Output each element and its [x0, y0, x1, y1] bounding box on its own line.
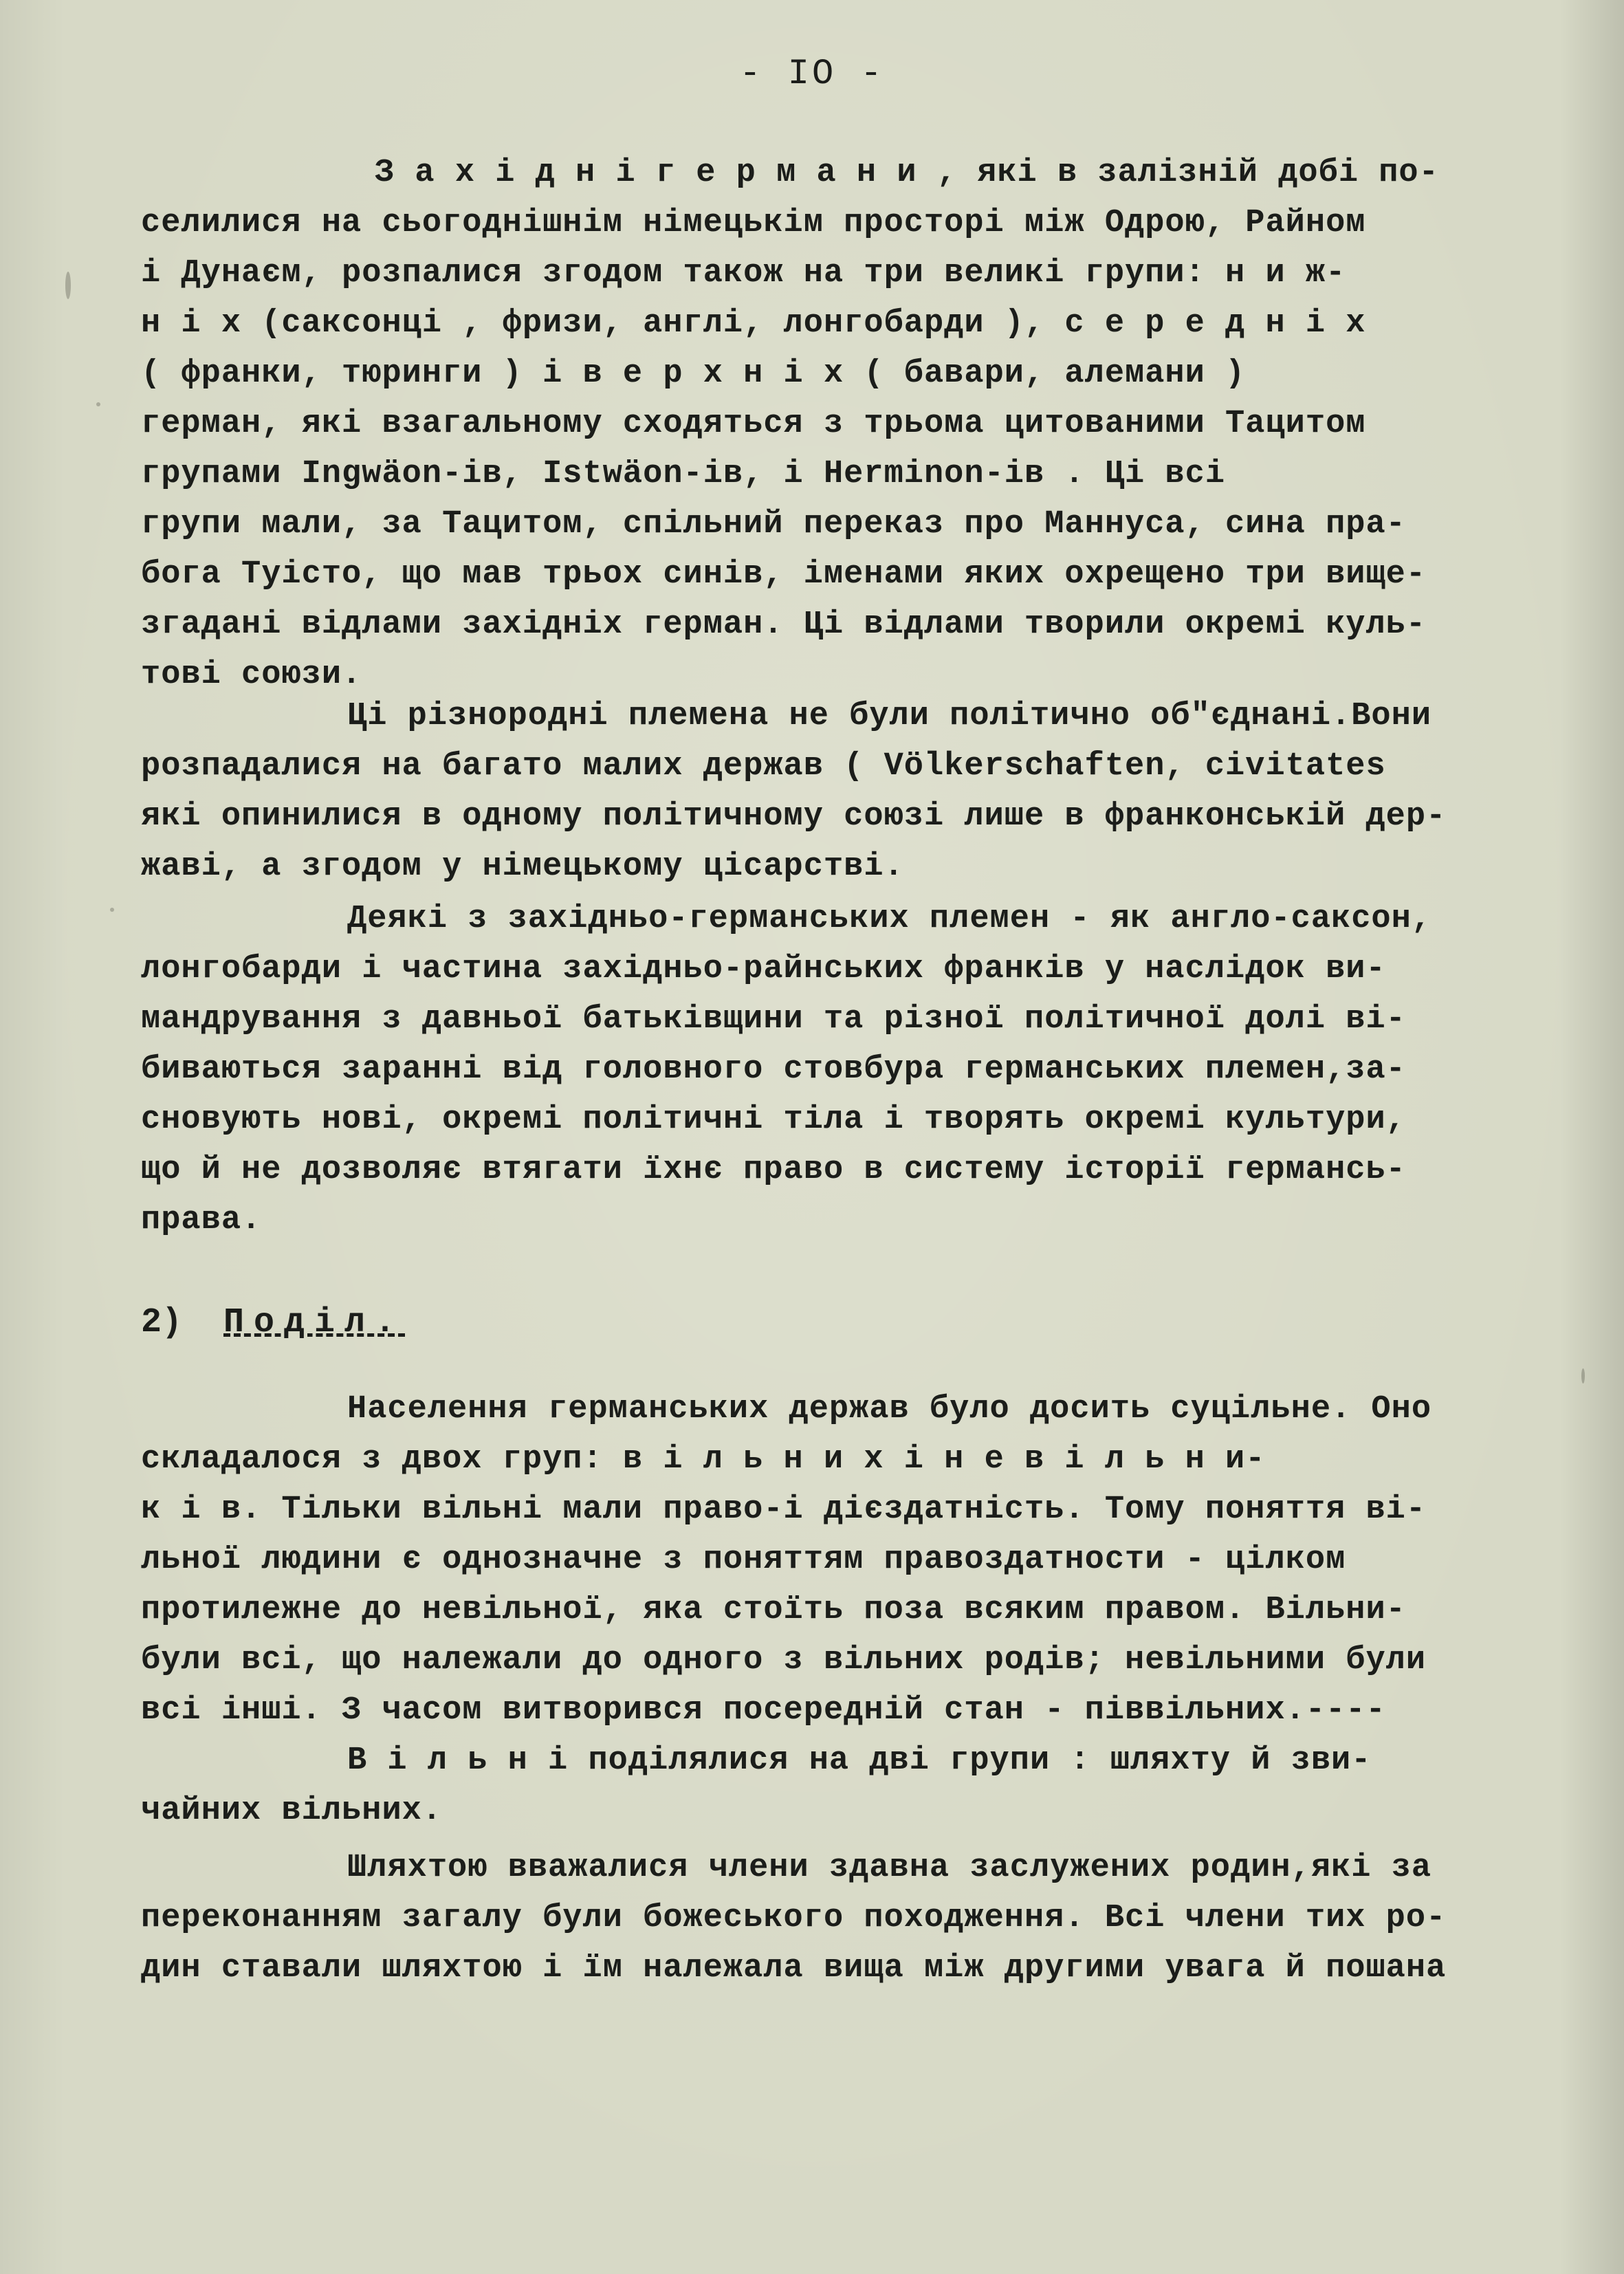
text-line: селилися на сьогоднішнім німецькім просторі між Одрою, Райном	[141, 205, 1366, 241]
text-line: всі інші. З часом витворився посередній стан - піввільних.----	[141, 1692, 1386, 1729]
text-line: льної людини є однозначне з поняттям правоздатности - цілком	[141, 1542, 1346, 1578]
section-heading	[141, 1303, 405, 1342]
text-line: чайних вільних.	[141, 1793, 443, 1829]
text-line: групами Ingwäon-ів, Istwäon-ів, і Herminon-ів . Ці всі	[141, 456, 1226, 492]
text-line: розпадалися на багато малих держав ( Völkerschaften, civitates	[141, 748, 1386, 785]
section-title: Поділ.	[223, 1303, 406, 1342]
text-line: н і х (саксонці , фризи, англі, лонгобарди ), с е р е д н і х	[141, 305, 1366, 342]
ink-mark	[1581, 1368, 1585, 1384]
paragraph-free-people	[141, 1736, 1592, 1836]
text-line: складалося з двох груп: в і л ь н и х і н е в і л ь н и-	[141, 1441, 1266, 1478]
ink-speck	[110, 908, 114, 912]
text-line: Ці різнородні племена не були політично об"єднані.Вони	[347, 698, 1432, 734]
text-line: Населення германських держав було досить суцільне. Оно	[347, 1391, 1432, 1428]
ink-mark	[65, 272, 71, 299]
text-line: Деякі з західньо-германських племен - як англо-саксон,	[347, 901, 1432, 937]
text-line: Шляхтою вважалися члени здавна заслужених родин,які за	[347, 1850, 1432, 1886]
text-line: переконанням загалу були божеського походження. Всі члени тих ро-	[141, 1900, 1447, 1936]
page-number: - IO -	[739, 54, 885, 94]
text-line: були всі, що належали до одного з вільних родів; невільними були	[141, 1642, 1427, 1679]
text-line: згадані відлами західніх герман. Ці відлами творили окремі куль-	[141, 606, 1427, 643]
text-line: ( франки, тюринги ) і в е р х н і х ( бавари, алемани )	[141, 356, 1246, 392]
text-line: к і в. Тільки вільні мали право-і дієздатність. Тому поняття ві-	[141, 1491, 1427, 1528]
text-line: В і л ь н і поділялися на дві групи : шляхту й зви-	[347, 1742, 1372, 1779]
text-line: що й не дозволяє втягати їхнє право в систему історії германсь-	[141, 1152, 1406, 1188]
text-line: бога Туісто, що мав трьох синів, іменами яких охрещено три вище-	[141, 556, 1427, 593]
text-line: тові союзи.	[141, 657, 362, 693]
text-line: і Дунаєм, розпалися згодом також на три великі групи: н и ж-	[141, 255, 1346, 292]
paragraph-separated-tribes	[141, 894, 1592, 1245]
ink-speck	[96, 402, 100, 406]
text-line: герман, які взагальному сходяться з трьома цитованими Тацитом	[141, 406, 1366, 442]
paragraph-population	[141, 1384, 1592, 1736]
paragraph-western-germans	[141, 148, 1592, 700]
text-line: биваються заранні від головного стовбура германських племен,за-	[141, 1051, 1406, 1088]
paragraph-nobility	[141, 1843, 1592, 1993]
text-line: права.	[141, 1202, 262, 1238]
text-line: мандрування з давньої батьківщини та різної політичної долі ві-	[141, 1001, 1406, 1038]
text-line: З а х і д н і г е р м а н и , які в залізній добі по-	[375, 155, 1439, 191]
section-number: 2)	[141, 1303, 183, 1342]
text-line: які опинилися в одному політичному союзі лише в франконській дер-	[141, 798, 1447, 835]
text-line: групи мали, за Тацитом, спільний переказ про Маннуса, сина пра-	[141, 506, 1406, 543]
paragraph-tribes-not-united	[141, 691, 1592, 892]
text-line: протилежне до невільної, яка стоїть поза всяким правом. Вільни-	[141, 1592, 1406, 1628]
text-line: жаві, а згодом у німецькому цісарстві.	[141, 849, 904, 885]
text-line: дин ставали шляхтою і їм належала вища між другими увага й пошана	[141, 1950, 1447, 1987]
text-line: сновують нові, окремі політичні тіла і творять окремі культури,	[141, 1102, 1406, 1138]
text-line: лонгобарди і частина західньо-райнських франків у наслідок ви-	[141, 951, 1386, 987]
